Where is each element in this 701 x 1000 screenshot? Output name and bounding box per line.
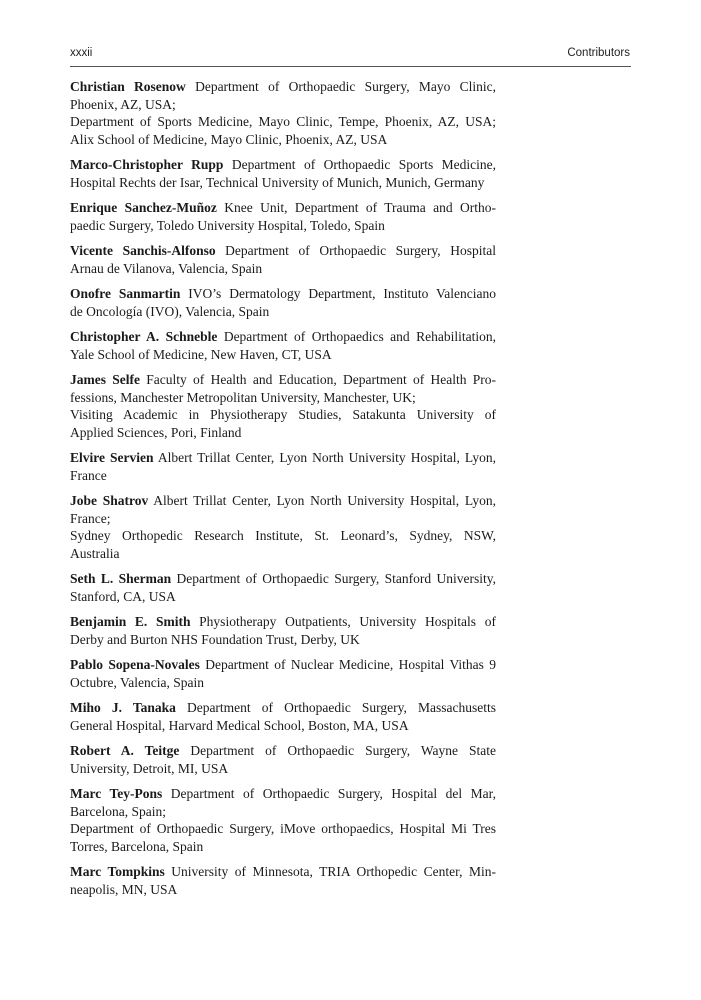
affiliation-text: Department of Orthopaedic Sports Medicine, bbox=[223, 157, 496, 172]
entry-first-line bbox=[70, 863, 496, 881]
affiliation-text: Faculty of Health and Education, Department of Health Pro- bbox=[140, 372, 497, 387]
entry-first-line bbox=[70, 742, 496, 760]
affiliation-text: Department of Nuclear Medicine, Hospital Vithas 9 bbox=[199, 657, 496, 672]
contributor-name: Seth L. Sherman bbox=[70, 571, 172, 586]
affiliation-line: Department of Orthopaedic Surgery, iMove orthopaedics, Hospital Mi Tres bbox=[70, 821, 496, 836]
affiliation-line: Yale School of Medicine, New Haven, CT, USA bbox=[70, 346, 332, 362]
entry-first-line bbox=[70, 492, 496, 510]
contributor-entry bbox=[70, 371, 496, 441]
affiliation-line: Applied Sciences, Pori, Finland bbox=[70, 424, 242, 440]
affiliation-line: France bbox=[70, 467, 107, 483]
entry-first-line bbox=[70, 242, 496, 260]
contributor-entry bbox=[70, 492, 496, 562]
contributor-name: Enrique Sanchez-Muñoz bbox=[70, 200, 217, 215]
entry-first-line bbox=[70, 78, 496, 96]
contributor-name: Marc Tompkins bbox=[70, 864, 165, 879]
affiliation-line: Derby and Burton NHS Foundation Trust, Derby, UK bbox=[70, 631, 360, 647]
entry-first-line bbox=[70, 156, 496, 174]
entry-first-line bbox=[70, 699, 496, 717]
affiliation-text: Department of Orthopaedic Surgery, Hospital bbox=[215, 243, 496, 258]
contributor-entry bbox=[70, 285, 496, 320]
contributor-name: Onofre Sanmartin bbox=[70, 286, 181, 301]
affiliation-line: neapolis, MN, USA bbox=[70, 881, 178, 897]
contributor-name: Elvire Servien bbox=[70, 450, 154, 465]
header-divider bbox=[70, 66, 631, 67]
contributor-entry bbox=[70, 613, 496, 648]
affiliation-line: Department of Sports Medicine, Mayo Clinic, Tempe, Phoenix, AZ, USA; bbox=[70, 114, 496, 129]
contributor-name: Marco-Christopher Rupp bbox=[70, 157, 224, 172]
affiliation-line: Phoenix, AZ, USA; bbox=[70, 96, 176, 112]
contributor-name: James Selfe bbox=[70, 372, 141, 387]
contributor-entry bbox=[70, 785, 496, 855]
affiliation-line: fessions, Manchester Metropolitan University, Manchester, UK; bbox=[70, 389, 416, 405]
page-number: xxxii bbox=[70, 47, 93, 59]
affiliation-text: Department of Orthopaedic Surgery, Stanford University, bbox=[171, 571, 496, 586]
contributor-entry bbox=[70, 199, 496, 234]
contributor-name: Pablo Sopena-Novales bbox=[70, 657, 200, 672]
contributor-name: Jobe Shatrov bbox=[70, 493, 149, 508]
entry-first-line bbox=[70, 613, 496, 631]
affiliation-line: France; bbox=[70, 510, 111, 526]
entry-first-line bbox=[70, 371, 496, 389]
affiliation-text: Department of Orthopaedic Surgery, Massachusetts bbox=[175, 700, 496, 715]
affiliation-line: Alix School of Medicine, Mayo Clinic, Phoenix, AZ, USA bbox=[70, 131, 388, 147]
contributor-entry bbox=[70, 242, 496, 277]
affiliation-text: Albert Trillat Center, Lyon North University Hospital, Lyon, bbox=[153, 450, 496, 465]
contributor-entry bbox=[70, 328, 496, 363]
affiliation-line: Visiting Academic in Physiotherapy Studies, Satakunta University of bbox=[70, 407, 496, 422]
entry-first-line bbox=[70, 199, 496, 217]
affiliation-text: Knee Unit, Department of Trauma and Ortho- bbox=[216, 200, 496, 215]
contributor-entry bbox=[70, 449, 496, 484]
affiliation-text: IVO’s Dermatology Department, Instituto Valenciano bbox=[180, 286, 496, 301]
entry-first-line bbox=[70, 285, 496, 303]
affiliation-text: University of Minnesota, TRIA Orthopedic Center, Min- bbox=[164, 864, 496, 879]
affiliation-line: Arnau de Vilanova, Valencia, Spain bbox=[70, 260, 263, 276]
affiliation-line: Barcelona, Spain; bbox=[70, 803, 166, 819]
contributor-entry bbox=[70, 699, 496, 734]
entry-first-line bbox=[70, 570, 496, 588]
contributor-entry bbox=[70, 742, 496, 777]
affiliation-line: General Hospital, Harvard Medical School, Boston, MA, USA bbox=[70, 717, 409, 733]
contributor-name: Christian Rosenow bbox=[70, 79, 186, 94]
affiliation-text: Department of Orthopaedics and Rehabilitation, bbox=[217, 329, 496, 344]
contributor-name: Benjamin E. Smith bbox=[70, 614, 191, 629]
affiliation-line: Sydney Orthopedic Research Institute, St. Leonard’s, Sydney, NSW, bbox=[70, 528, 496, 543]
affiliation-text: Albert Trillat Center, Lyon North University Hospital, Lyon, bbox=[148, 493, 496, 508]
entry-first-line bbox=[70, 785, 496, 803]
affiliation-line: de Oncología (IVO), Valencia, Spain bbox=[70, 303, 270, 319]
affiliation-line: paedic Surgery, Toledo University Hospital, Toledo, Spain bbox=[70, 217, 385, 233]
contributor-name: Christopher A. Schneble bbox=[70, 329, 218, 344]
entry-first-line bbox=[70, 328, 496, 346]
entry-first-line bbox=[70, 656, 496, 674]
affiliation-line: Stanford, CA, USA bbox=[70, 588, 176, 604]
affiliation-text: Physiotherapy Outpatients, University Hospitals of bbox=[190, 614, 496, 629]
affiliation-line: University, Detroit, MI, USA bbox=[70, 760, 229, 776]
contributor-list bbox=[70, 78, 496, 906]
affiliation-line: Torres, Barcelona, Spain bbox=[70, 838, 204, 854]
section-title: Contributors bbox=[567, 47, 630, 59]
affiliation-text: Department of Orthopaedic Surgery, Mayo Clinic, bbox=[185, 79, 496, 94]
entry-first-line bbox=[70, 449, 496, 467]
contributor-entry bbox=[70, 570, 496, 605]
contributor-entry bbox=[70, 156, 496, 191]
contributor-name: Robert A. Teitge bbox=[70, 743, 180, 758]
affiliation-line: Hospital Rechts der Isar, Technical University of Munich, Munich, Germany bbox=[70, 174, 485, 190]
affiliation-line: Australia bbox=[70, 545, 120, 561]
contributor-entry bbox=[70, 863, 496, 898]
contributor-entry bbox=[70, 78, 496, 148]
affiliation-text: Department of Orthopaedic Surgery, Wayne State bbox=[179, 743, 496, 758]
affiliation-line: Octubre, Valencia, Spain bbox=[70, 674, 204, 690]
contributor-entry bbox=[70, 656, 496, 691]
contributor-name: Vicente Sanchis-Alfonso bbox=[70, 243, 216, 258]
contributor-name: Miho J. Tanaka bbox=[70, 700, 176, 715]
affiliation-text: Department of Orthopaedic Surgery, Hospital del Mar, bbox=[162, 786, 496, 801]
running-head bbox=[70, 47, 630, 63]
contributor-name: Marc Tey-Pons bbox=[70, 786, 163, 801]
